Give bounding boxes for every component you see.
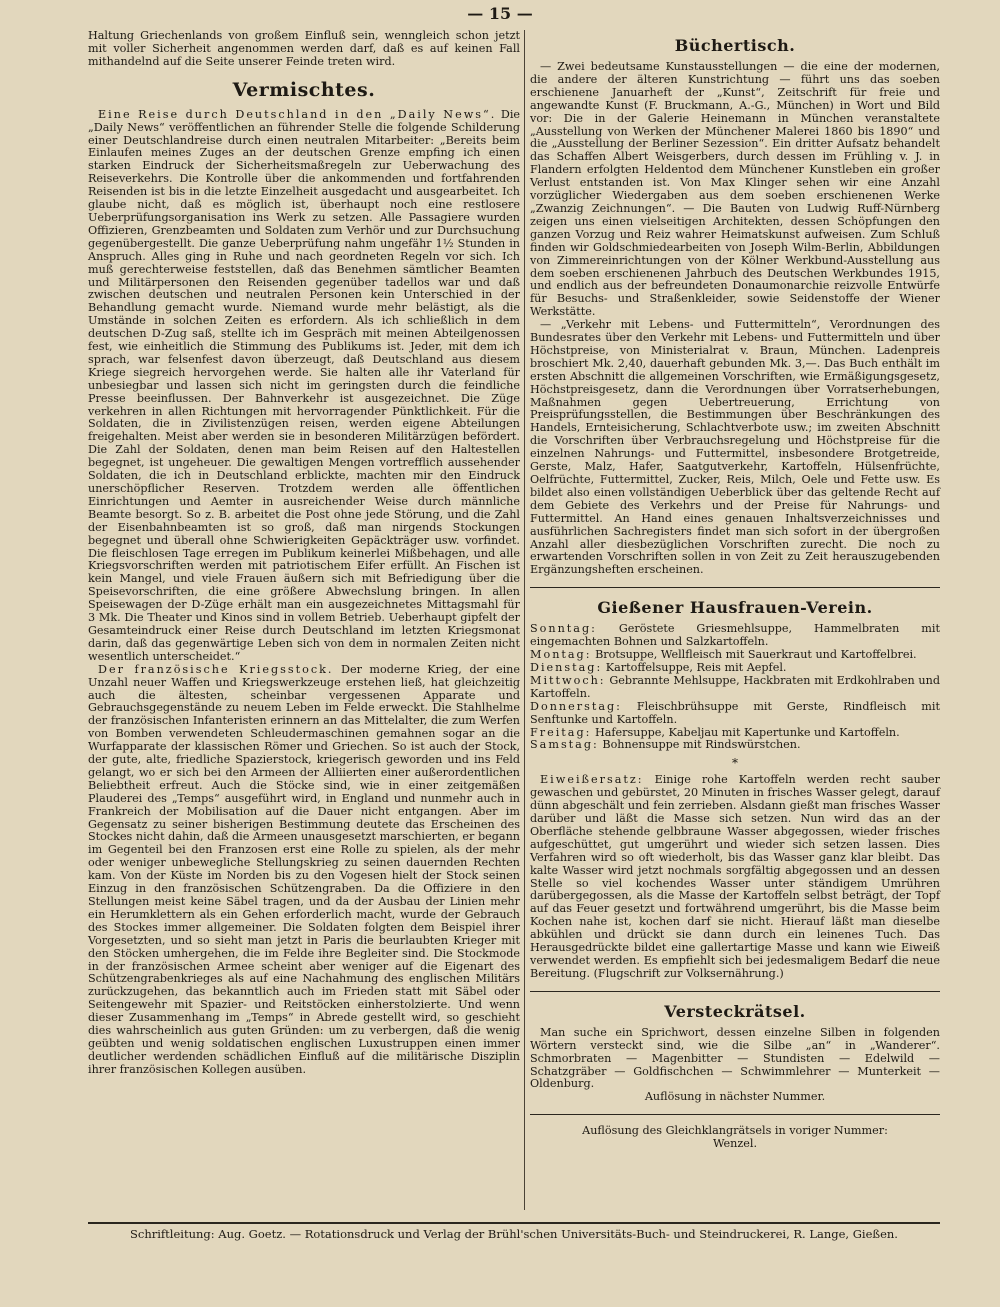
imprint-footer: Schriftleitung: Aug. Goetz. — Rotationsdruck und Verlag der Brühl'schen Universitäts-Buch- und Steindruckerei, R. Lange, Gießen. xyxy=(88,1222,940,1241)
eiweiss-body: Einige rohe Kartoffeln werden recht sauber gewaschen und gebürstet, 20 Minuten in frisches Wasser gelegt, darauf dünn abgeschält und fein zerrieben. Alsdann gießt man frisches Wasser darüber und läßt die Masse sich setzen. Nun wird das an der Oberfläche stehende gelbbraune Wasser abgegossen, wieder frisches aufgeschüttet, gut umgerührt und wieder sich setzen lassen. Dies Verfahren wird so oft wiederholt, bis das Wasser ganz klar bleibt. Das kalte Wasser wird jetzt nochmals sorgfältig abgegossen und an dessen Stelle so viel kochendes Wasser unter ständigem Umrühren darübergegossen, als die Masse der Kartoffeln selbst beträgt, der Topf auf das Feuer gesetzt und fortwährend umgerührt, bis die Masse beim Kochen nahe ist, kochen darf sie nicht. Hierauf läßt man dieselbe abkühlen und drückt sie dann durch ein leinenes Tuch. Das Herausgedrückte bildet eine gallertartige Masse und kann wie Eiweiß verwendet werden. Es empfiehlt sich bei jedesmaligem Bedarf die neue Bereitung. (Flugschrift zur Volksernährung.) xyxy=(530,773,940,980)
previous-solution-answer: Wenzel. xyxy=(712,1137,758,1151)
menu-day: Freitag: xyxy=(530,725,592,739)
section-divider xyxy=(530,1114,940,1115)
eiweiss-paragraph xyxy=(530,774,940,981)
menu-item xyxy=(530,739,940,752)
menu-text: Gebrannte Mehlsuppe, Hackbraten mit Erdkohlraben und Kartoffeln. xyxy=(530,673,940,700)
section-divider xyxy=(530,587,940,588)
menu-text: Kartoffelsuppe, Reis mit Aepfel. xyxy=(605,660,787,674)
menu-text: Bohnensuppe mit Rindswürstchen. xyxy=(602,738,801,752)
page-number: — 15 — xyxy=(467,4,533,23)
article-kriegsstock-body: Der moderne Krieg, der eine Unzahl neuer Waffen und Kriegswerkzeuge erstehen ließ, hat gleichzeitig auch die ältesten, scheinbar vergessenen Apparate und Gebrauchsgegenstände zu neuem Leben im Felde erweckt. Die Stahlhelme der französischen Infanteristen erinnern an das Mittelalter, die zum Werfen von Bomben verwendeten Schleudermaschinen gemahnen sogar an die Wurfapparate der klassischen Römer und Griechen. So ist auch der Stock, der gute, alte, friedliche Spazierstock, kriegerisch geworden und ins Feld gelangt, wo er sich bei den Armeen der Alliierten einer außerordentlichen Beliebtheit erfreut. Auch die Stöcke sind, wie in einer zeitgemäßen Plauderei des „Temps“ ausgeführt wird, in England und nunmehr auch in Frankreich der Mobilisation auf die Dauer nicht entgangen. Aber im Gegensatz zu seiner bisherigen Bestimmung deutete das Erscheinen des Stockes nicht dahin, daß die Armeen unausgesetzt marschierten, er begann im Gegenteil bei den Franzosen erst eine Rolle zu spielen, als der mehr oder weniger unbewegliche Stellungskrieg zu seinen dauernden Rechten kam. Von der Küste im Norden bis zu den Vogesen hielt der Stock seinen Einzug in den französischen Schützengraben. Da die Offiziere in den Stellungen meist keine Säbel tragen, und da der Ausbau der Linien mehr ein Herumklettern als ein Gehen erforderlich macht, wurde der Gebrauch des Stockes immer allgemeiner. Die Soldaten folgten dem Beispiel ihrer Vorgesetzten, und so sieht man jetzt in Paris die beurlaubten Krieger mit den Stöcken umhergehen, die im Felde ihre Begleiter sind. Die Stockmode in der französischen Armee scheint aber weniger auf die Eigenart des Schützengrabenkrieges als auf eine Nachahmung des englischen Militärs zurückzugehen, das bekanntlich auch im Frieden statt mit Säbel oder Seitengewehr mit Spazier- und Reitstöcken einherstolzierte. Und wenn dieser Zusammenhang im „Temps“ in Abrede gestellt wird, so geschieht dies wahrscheinlich aus guten Gründen: um zu verbergen, daß die wenig geübten und wenig soldatischen englischen Luxustruppen einen immer deutlicher werdenden schädlichen Einfluß auf die militärische Disziplin ihrer französischen Kollegen ausüben. xyxy=(88,662,521,1076)
section-divider xyxy=(530,991,940,992)
menu-text: Geröstete Griesmehlsuppe, Hammelbraten mit eingemachten Bohnen und Salzkartoffeln. xyxy=(530,622,940,649)
menu-item xyxy=(530,675,940,701)
star-separator: * xyxy=(732,756,738,771)
left-column xyxy=(88,30,520,1077)
section-heading-vermischtes: Vermischtes. xyxy=(232,78,376,101)
menu-text: Brotsuppe, Wellfleisch mit Sauerkraut und Kartoffelbrei. xyxy=(595,648,917,662)
intro-paragraph: Haltung Griechenlands von großem Einfluß sein, wenngleich schon jetzt mit voller Sicherheit angenommen werden darf, daß es auf keinen Fall mithandelnd auf die Seite unserer Feinde treten wird. xyxy=(88,29,520,68)
article-reise-body: Die „Daily News“ veröffentlichen an führender Stelle die folgende Schilderung einer Deutschlandreise durch einen neutralen Mitarbeiter: „Bereits beim Einlaufen meines Zuges an der deutschen Grenze empfing ich einen starken Eindruck der Sicherheitsmaßregeln zur Ueberwachung des Reiseverkehrs. Die Kontrolle über die ankommenden und fortfahrenden Reisenden ist bis in die letzte Einzelheit ausgedacht und ausgearbeitet. Ich glaube nicht, daß es möglich ist, überhaupt noch eine restlosere Ueberprüfungsorganisation ins Werk zu setzen. Alle Passagiere wurden Offizieren, Grenzbeamten und Soldaten zum Verhör und zur Durchsuchung gegenübergestellt. Die ganze Ueberprüfung nahm ungefähr 1½ Stunden in Anspruch. Alles ging in Ruhe und nach geordneten Regeln vor sich. Ich muß gerechterweise feststellen, daß das Benehmen sämtlicher Beamten und Militärpersonen den Reisenden gegenüber tadellos war und daß zwischen deutschen und neutralen Personen kein Unterschied in der Behandlung gemacht wurde. Niemand wurde mehr belästigt, als die Umstände in solchen Zeiten es erfordern. Als ich schließlich in dem deutschen D-Zug saß, stellte ich im Gespräch mit meinen Abteilgenossen fest, wie einheitlich die Stimmung des Publikums ist. Jeder, mit dem ich sprach, war felsenfest davon überzeugt, daß Deutschland aus diesem Kriege siegreich hervorgehen werde. Sie halten alle ihr Vaterland für unbesiegbar und lassen sich nicht im geringsten durch die feindliche Presse beeinflussen. Der Bahnverkehr ist ausgezeichnet. Die Züge verkehren in allen Richtungen mit hervorragender Pünktlichkeit. Für die Soldaten, die in Zivilistenzügen reisen, werden eigene Abteilungen freigehalten. Meist aber werden sie in besonderen Militärzügen befördert. Die Zahl der Soldaten, denen man beim Reisen auf den Haltestellen begegnet, ist ungeheuer. Die gewaltigen Mengen vortrefflich aussehender Soldaten, die ich in Deutschland erblickte, machten mir den Eindruck unerschöpflicher Reserven. Trotzdem werden alle öffentlichen Einrichtungen und Aemter in ausreichender Weise durch männliche Beamte besorgt. So z. B. arbeitet die Post ohne jede Störung, und die Zahl der Eisenbahnbeamten ist so groß, daß man nirgends Stockungen begegnet und überall ohne Schwierigkeiten Gepäckträger usw. vorfindet. Die fleischlosen Tage erregen im Publikum keinerlei Mißbehagen, und alle Kriegsvorschriften werden mit patriotischem Eifer erfüllt. An Fischen ist kein Mangel, und viele Frauen äußern sich mit Befriedigung über die Speisevorschriften, die eine größere Abwechslung bringen. In allen Speisewagen der D-Züge erhält man ein ausgezeichnetes Mittagsmahl für 3 Mk. Die Theater und Kinos sind in vollem Betrieb. Ueberhaupt gipfelt der Gesamteindruck einer Reise durch Deutschland im letzten Kriegsmonat darin, daß das gegenwärtige Leben sich von dem in normalen Zeiten nicht wesentlich unterscheidet.“ xyxy=(88,107,521,663)
section-heading-hausfrauen-verein: Gießener Hausfrauen-Verein. xyxy=(597,598,873,618)
menu-text: Fleischbrühsuppe mit Gerste, Rindfleisch mit Senftunke und Kartoffeln. xyxy=(530,699,940,726)
article-reise-title: Eine Reise durch Deutschland in den „Daily News“. xyxy=(98,107,497,121)
article-kriegsstock-title: Der französische Kriegsstock. xyxy=(98,662,334,676)
books-paragraph-1: — Zwei bedeutsame Kunstausstellungen — die eine der modernen, die andere der älteren Kunstrichtung — führt uns das soeben erschienene Januarheft der „Kunst“, Zeitschrift für freie und angewandte Kunst (F. Bruckmann, A.-G., München) in Wort und Bild vor: Die in der Galerie Heinemann in München veranstaltete „Ausstellung von Werken der Münchener Malerei 1860 bis 1890“ und die „Ausstellung der Berliner Sezession“. Ein dritter Aufsatz behandelt das Schaffen Albert Weisgerbers, durch dessen im Frühling v. J. in Flandern erfolgten Heldentod dem Münchener Kunstleben ein großer Verlust entstanden ist. Von Max Klinger sehen wir eine Anzahl vorzüglicher Wiedergaben aus dem soeben erschienenen Werke „Zwanzig Zeichnungen“. — Die Bauten von Ludwig Ruff-Nürnberg zeigen uns einen vielseitigen Architekten, dessen Schöpfungen den ganzen Vorzug und Reiz wahrer Heimatskunst aufweisen. Zum Schluß finden wir Goldschmiedearbeiten von Joseph Wilm-Berlin, Abbildungen von Zimmereinrichtungen von der Kölner Werkbund-Ausstellung aus dem soeben erschienenen Jahrbuch des Deutschen Werkbundes 1915, und endlich aus der befreundeten Donaumonarchie reizvolle Entwürfe für Besuchs- und Straßenkleider, sowie Seidenstoffe der Wiener Werkstätte. xyxy=(530,60,940,319)
menu-day: Mittwoch: xyxy=(530,673,606,687)
weekly-menu xyxy=(530,623,940,752)
article-reise-paragraph xyxy=(88,109,520,664)
menu-day: Samstag: xyxy=(530,738,599,752)
menu-day: Montag: xyxy=(530,648,592,662)
column-divider xyxy=(524,30,525,1210)
eiweiss-title: Eiweißersatz: xyxy=(540,773,644,787)
menu-text: Hafersuppe, Kabeljau mit Kapertunke und Kartoffeln. xyxy=(594,725,900,739)
section-heading-versteckraetsel: Versteckrätsel. xyxy=(664,1001,806,1021)
menu-day: Dienstag: xyxy=(530,660,603,674)
right-column xyxy=(530,30,940,1151)
menu-day: Donnerstag: xyxy=(530,699,622,713)
raetsel-solution-note: Auflösung in nächster Nummer. xyxy=(644,1090,826,1104)
menu-day: Sonntag: xyxy=(530,622,597,636)
menu-item xyxy=(530,701,940,727)
raetsel-body: Man suche ein Sprichwort, dessen einzelne Silben in folgenden Wörtern versteckt sind, wie die Silbe „an“ in „Wanderer“. Schmorbraten — Magenbitter — Stundisten — Edelwild — Schatzgräber — Goldfischchen — Schwimmlehrer — Munterkeit — Oldenburg. xyxy=(530,1025,940,1091)
menu-item xyxy=(530,623,940,649)
previous-solution: Auflösung des Gleichklangrätsels in voriger Nummer: xyxy=(582,1124,888,1138)
books-paragraph-2: — „Verkehr mit Lebens- und Futtermitteln“, Verordnungen des Bundesrates über den Verkehr mit Lebens- und Futtermitteln und über Höchstpreise, von Ministerialrat v. Braun, München. Ladenpreis broschiert Mk. 2,40, dauerhaft gebunden Mk. 3,—. Das Buch enthält im ersten Abschnitt die allgemeinen Vorschriften, wie Ermäßigungsgesetz, Höchstpreisgesetz, dann die Verordnungen über Vorratserhebungen, Maßnahmen gegen Uebertreuerung, Errichtung von Preisprüfungsstellen, die Bestimmungen über Beschränkungen des Handels, Ernteisicherung, Schlachtverbote usw.; im zweiten Abschnitt die Vorschriften über Verbrauchsregelung und Höchstpreise für die einzelnen Nahrungs- und Futtermittel, insbesondere Brotgetreide, Gerste, Malz, Hafer, Saatgutverkehr, Kartoffeln, Hülsenfrüchte, Oelfrüchte, Futtermittel, Zucker, Reis, Milch, Oele und Fette usw. Es bildet also einen vollständigen Ueberblick über das geltende Recht auf dem Gebiete des Verkehrs und der Preise für Nahrungs- und Futtermittel. An Hand eines genauen Inhaltsverzeichnisses und ausführlichen Sachregisters findet man sich sofort in der übergroßen Anzahl aller diesbezüglichen Vorschriften zurecht. Die noch zu erwartenden Vorschriften sollen in von Zeit zu Zeit herauszugebenden Ergänzungsheften erscheinen. xyxy=(530,318,940,577)
section-heading-buechertisch: Büchertisch. xyxy=(674,36,796,55)
article-kriegsstock-paragraph xyxy=(88,664,520,1077)
